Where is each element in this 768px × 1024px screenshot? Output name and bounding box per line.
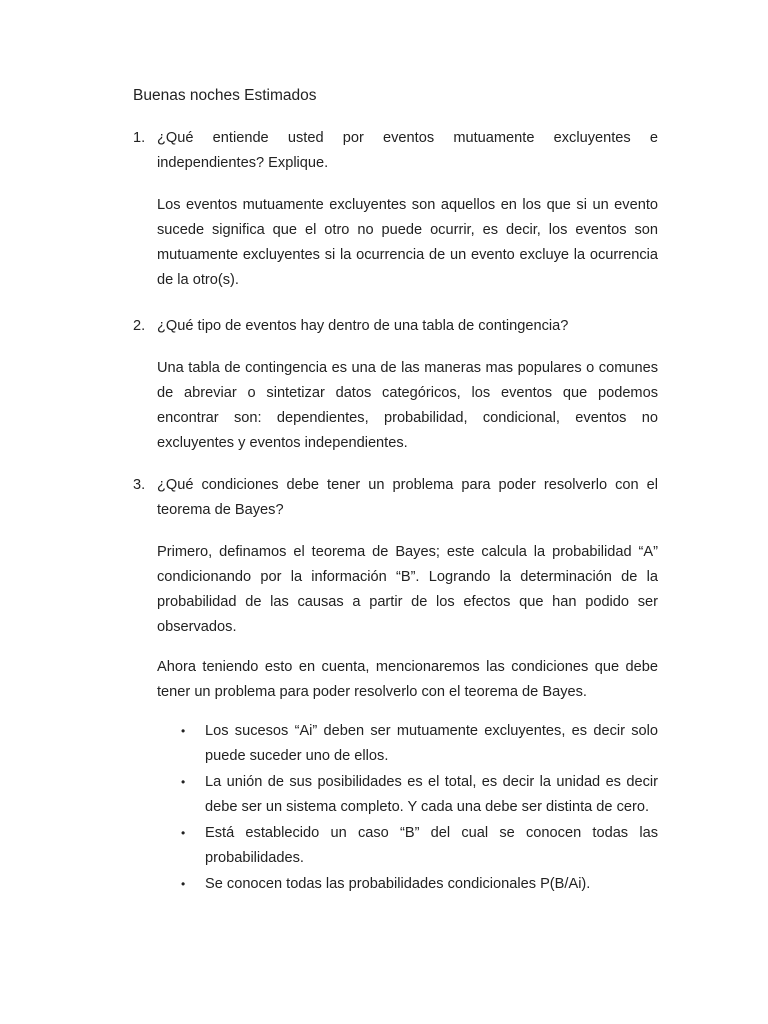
question-item-1 <box>133 126 658 293</box>
list-item-text: Se conocen todas las probabilidades condicionales P(B/Ai). <box>205 876 591 892</box>
answer-paragraph: Los eventos mutuamente excluyentes son aquellos en los que si un evento sucede significa que el otro no puede ocurrir, es decir, los eventos son mutuamente excluyentes si la ocurrencia de un evento excluye la ocurrencia de la otro(s). <box>157 197 658 288</box>
conditions-list <box>181 719 658 897</box>
list-item-text: Está establecido un caso “B” del cual se conocen todas las probabilidades. <box>205 825 658 866</box>
question-number: 1. <box>133 130 146 146</box>
question-item-3 <box>133 473 658 898</box>
greeting-text: Buenas noches Estimados <box>133 87 317 104</box>
bullet-icon: • <box>181 724 186 738</box>
list-item <box>181 719 658 769</box>
list-item <box>181 872 658 897</box>
answer-paragraph: Una tabla de contingencia es una de las maneras mas populares o comunes de abreviar o sintetizar datos categóricos, los eventos que podemos encontrar son: dependientes, probabilidad, condicional, eventos no excluyentes y eventos independientes. <box>157 360 658 451</box>
question-number: 2. <box>133 318 146 334</box>
list-item-text: Los sucesos “Ai” deben ser mutuamente excluyentes, es decir solo puede suceder uno de ellos. <box>205 723 658 764</box>
question-number: 3. <box>133 477 146 493</box>
bullet-icon: • <box>181 826 186 840</box>
list-item <box>181 821 658 871</box>
question-text: ¿Qué tipo de eventos hay dentro de una tabla de contingencia? <box>157 318 569 334</box>
question-item-2 <box>133 314 658 456</box>
question-text: ¿Qué condiciones debe tener un problema para poder resolverlo con el teorema de Bayes? <box>157 477 658 518</box>
list-item <box>181 770 658 820</box>
list-item-text: La unión de sus posibilidades es el total, es decir la unidad es decir debe ser un sistema completo. Y cada una debe ser distinta de cero. <box>205 774 658 815</box>
bullet-icon: • <box>181 775 186 789</box>
question-text: ¿Qué entiende usted por eventos mutuamente excluyentes e independientes? Explique. <box>157 130 658 171</box>
answer-paragraph: Primero, definamos el teorema de Bayes; este calcula la probabilidad “A” condicionando por la información “B”. Logrando la determinación de la probabilidad de las causas a partir de los efectos que han podido ser observados. <box>157 544 658 635</box>
bullet-icon: • <box>181 877 186 891</box>
answer-paragraph: Ahora teniendo esto en cuenta, mencionaremos las condiciones que debe tener un problema para poder resolverlo con el teorema de Bayes. <box>157 659 658 700</box>
